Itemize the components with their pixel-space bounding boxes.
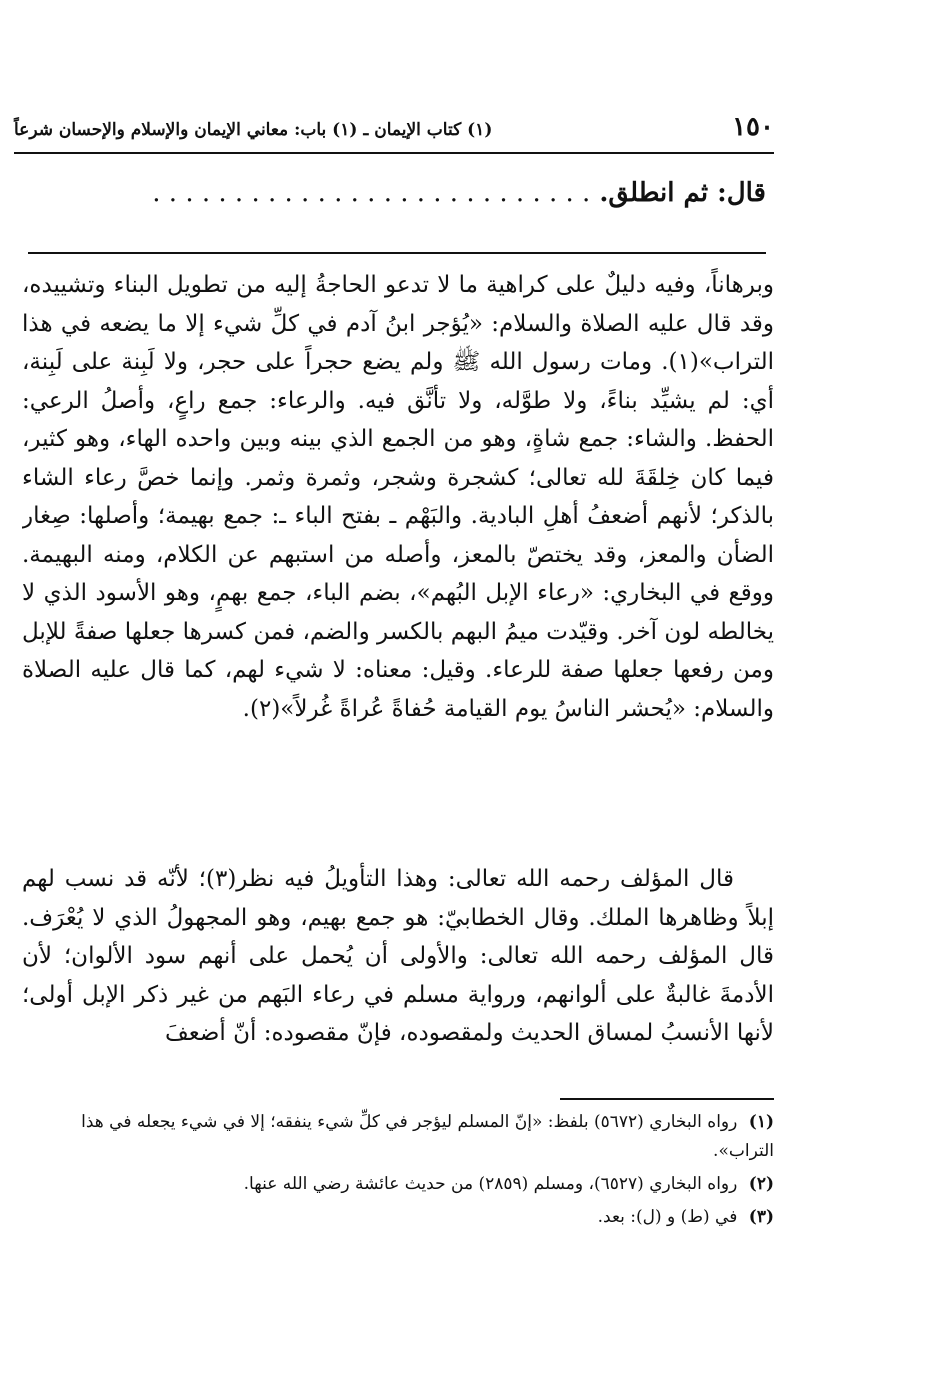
running-header: [14, 112, 774, 142]
matn-text: [22, 178, 766, 208]
matn-dots: . . . . . . . . . . . . . . . . . . . . . . . . . . .: [152, 178, 591, 208]
footnote-divider: [560, 1098, 774, 1100]
footnote-number: (٢): [748, 1174, 774, 1194]
page-number: ١٥٠: [732, 112, 774, 142]
commentary-paragraph-2: قال المؤلف رحمه الله تعالى: وهذا التأويلُ فيه نظر(٣)؛ لأنّه قد نسب لهم إبلاً وظاهرها الملك. وقال الخطابيّ: هو جمع بهيم، وهو المجهولُ الذي لا يُعْرَف. قال المؤلف رحمه الله تعالى: والأولى أن يُحمل على أنهم سود الألوان؛ لأن الأدمةَ غالبةٌ على ألوانهم، ورواية مسلم في رعاء البَهم من غير ذكر الإبل أولى؛ لأنها الأنسبُ لمساق الحديث ولمقصوده، فإنّ مقصوده: أنّ أضعفَ: [22, 866, 774, 1046]
footnotes: [22, 1108, 774, 1236]
footnote-item: [22, 1170, 774, 1199]
matn-quote: قال: ثم انطلق.: [599, 178, 766, 208]
footnote-text: رواه البخاري (٦٥٢٧)، ومسلم (٢٨٥٩) من حديث عائشة رضي الله عنها.: [243, 1174, 738, 1194]
header-divider: [14, 152, 774, 154]
chapter-title: (١) كتاب الإيمان ـ (١) باب: معاني الإيمان والإسلام والإحسان شرعاً: [14, 120, 493, 140]
footnote-item: [22, 1203, 774, 1232]
footnote-item: [22, 1108, 774, 1166]
footnote-number: (٣): [748, 1207, 774, 1227]
footnote-number: (١): [748, 1112, 774, 1132]
commentary-paragraph-1: وبرهاناً، وفيه دليلٌ على كراهية ما لا تدعو الحاجةُ إليه من تطويل البناء وتشييده، وقد قال عليه الصلاة والسلام: «يُؤجر ابنُ آدم في كلِّ شيء إلا ما يضعه في هذا التراب»(١). ومات رسول الله ﷺ ولم يضع حجراً على حجر، ولا لَبِنة على لَبِنة، أي: لم يشيِّد بناءً، ولا طوَّله، ولا تأنَّق فيه. والرعاء: جمع راعٍ، وأصلُ الرعي: الحفظ. والشاء: جمع شاةٍ، وهو من الجمع الذي بينه وبين واحده الهاء، وهو كثير، فيما كان خِلقَةَ لله تعالى؛ كشجرة وشجر، وثمرة وثمر. وإنما خصَّ رعاء الشاء بالذكر؛ لأنهم أضعفُ أهلِ البادية. والبَهْم ـ بفتح الباء ـ: جمع بهيمة؛ وأصلها: صِغار الضأن والمعز، وقد يختصّ بالمعز، وأصله من استبهم عن الكلام، ومنه البهيمة. ووقع في البخاري: «رعاء الإبل البُهم»، بضم الباء، جمع بهمٍ، وهو الأسود الذي لا يخالطه لون آخر. وقيّدت ميمُ البهم بالكسر والضم، فمن كسرها جعلها صفةً للإبل ومن رفعها جعلها صفة للرعاء. وقيل: معناه: لا شيء لهم، كما قال عليه الصلاة والسلام: «يُحشر الناسُ يوم القيامة حُفاةً عُراةً غُرلاً»(٢).: [22, 272, 774, 722]
footnote-text: في (ط) و (ل): بعد.: [597, 1207, 738, 1227]
footnote-text: رواه البخاري (٥٦٧٢) بلفظ: «إنّ المسلم ليؤجر في كلِّ شيء ينفقه؛ إلا في شيء يجعله في هذا التراب».: [81, 1112, 774, 1161]
matn-divider: [28, 252, 766, 254]
